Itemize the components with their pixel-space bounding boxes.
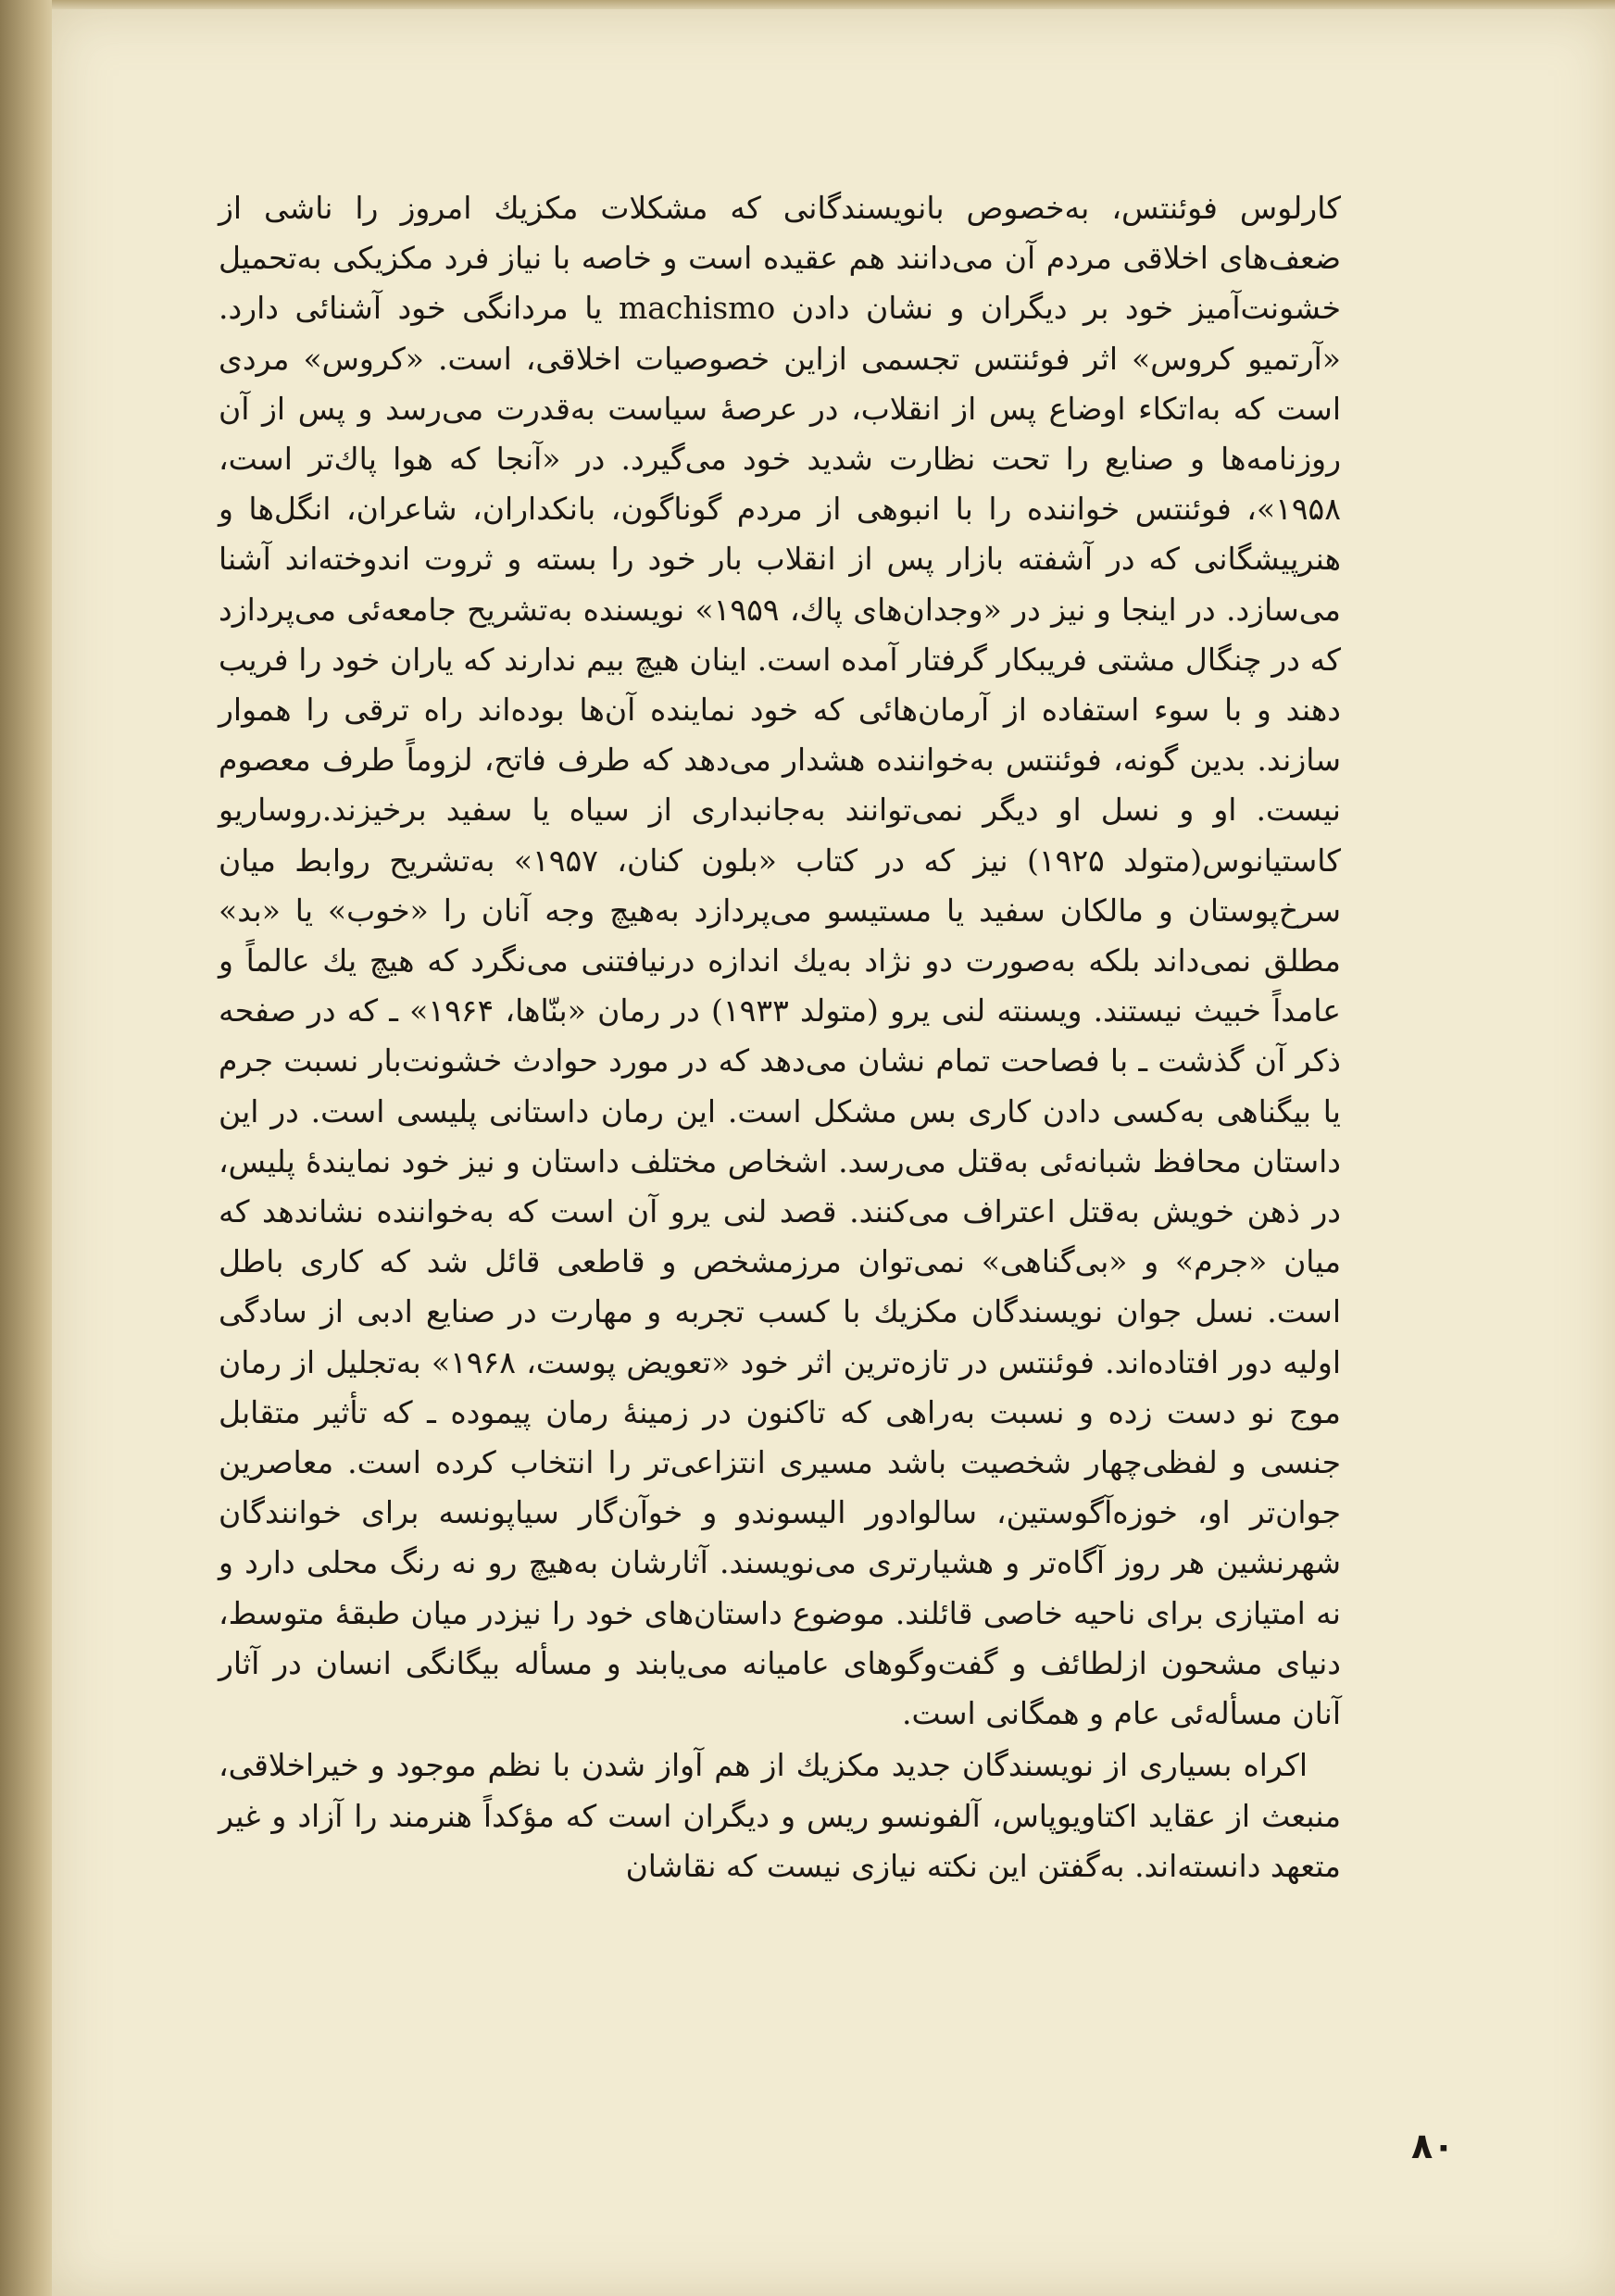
paragraph-2: اکراه بسیاری از نویسندگان جدید مکزیك از هم آواز شدن با نظم موجود و خیراخلاقی، منبعث از عقاید اکتاویوپاس، آلفونسو ریس و دیگران است که مؤکداً هنرمند را آزاد و غیر متعهد دانسته‌اند. به‌گفتن این نکته نیازی نیست که نقاشان: [219, 1747, 1341, 1884]
paragraph-1: کارلوس فوئنتس، به‌خصوص بانویسندگانی که مشکلات مکزیك امروز را ناشی از ضعف‌های اخلاقی مردم آن می‌دانند هم عقیده است و خاصه با نیاز فرد مکزیکی به‌تحمیل خشونت‌آمیز خود بر دیگران و نشان دادن machismo یا مردانگی خود آشنائی دارد. «آرتمیو کروس» اثر فوئنتس تجسمی ازاین خصوصیات اخلاقی، است. «کروس» مردی است که به‌اتکاء اوضاع پس از انقلاب، در عرصهٔ سیاست به‌قدرت می‌رسد و پس از آن روزنامه‌ها و صنایع را تحت نظارت شدید خود می‌گیرد. در «آنجا که هوا پاك‌تر است، ۱۹۵۸»، فوئنتس خواننده را با انبوهی از مردم گوناگون، بانکداران، شاعران، انگل‌ها و هنرپیشگانی که در آشفته بازار پس از انقلاب بار خود را بسته و ثروت اندوخته‌اند آشنا می‌سازد. در اینجا و نیز در «وجدان‌های پاك، ۱۹۵۹» نویسنده به‌تشریح جامعه‌ئی می‌پردازد که در چنگال مشتی فریبکار گرفتار آمده است. اینان هیچ بیم ندارند که یاران خود را فریب دهند و با سوء استفاده از آرمان‌هائی که خود نماینده آن‌ها بوده‌اند راه ترقی را هموار سازند. بدین گونه، فوئنتس به‌خواننده هشدار می‌دهد که طرف فاتح، لزوماً طرف معصوم نیست. او و نسل او دیگر نمی‌توانند به‌جانبداری از سیاه یا سفید برخیزند.روساریو کاستیانوس(متولد ۱۹۲۵) نیز که در کتاب «بلون کنان، ۱۹۵۷» به‌تشریح روابط میان سرخ‌پوستان و مالکان سفید یا مستیسو می‌پردازد به‌هیچ وجه آنان را «خوب» یا «بد» مطلق نمی‌داند بلکه به‌صورت دو نژاد به‌یك اندازه درنیافتنی می‌نگرد که هیچ یك عالماً و عامداً خبیث نیستند. ویسنته لنی یرو (متولد ۱۹۳۳) در رمان «بنّاها، ۱۹۶۴» ـ که در صفحه ذکر آن گذشت ـ با فصاحت تمام نشان می‌دهد که در مورد حوادث خشونت‌بار نسبت جرم یا بیگناهی به‌کسی دادن کاری بس مشکل است. این رمان داستانی پلیسی است. در این داستان محافظ شبانه‌ئی به‌قتل می‌رسد. اشخاص مختلف داستان و نیز خود نمایندهٔ پلیس، در ذهن خویش به‌قتل اعتراف می‌کنند. قصد لنی یرو آن است که به‌خواننده نشاندهد که میان «جرم» و «بی‌گناهی» نمی‌توان مرزمشخص و قاطعی قائل شد که کاری باطل است. نسل جوان نویسندگان مکزیك با کسب تجربه و مهارت در صنایع ادبی از سادگی اولیه دور افتاده‌اند. فوئنتس در تازه‌ترین اثر خود «تعویض پوست، ۱۹۶۸» به‌تجلیل از رمان موج نو دست زده و نسبت به‌راهی که تاکنون در زمینهٔ رمان پیموده ـ که تأثیر متقابل جنسی و لفظی‌چهار شخصیت باشد مسیری انتزاعی‌تر را انتخاب کرده است. معاصرین جوان‌تر او، خوزه‌آگوستین، سالوادور الیسوندو و خوآن‌گار سیاپونسه برای خوانندگان شهرنشین هر روز آگاه‌تر و هشیارتری می‌نویسند. آثارشان به‌هیچ رو نه رنگ محلی دارد و نه امتیازی برای ناحیه خاصی قائلند. موضوع داستان‌های خود را نیزدر میان طبقهٔ متوسط، دنیای مشحون ازلطائف و گفت‌وگوهای عامیانه می‌یابند و مسأله بیگانگی انسان در آثار آنان مسأله‌ئی عام و همگانی است.: [219, 190, 1342, 1732]
page-number: ۸۰: [1411, 2126, 1455, 2166]
book-spine-edge: [0, 0, 52, 2296]
page-body-text: [219, 183, 1341, 1891]
